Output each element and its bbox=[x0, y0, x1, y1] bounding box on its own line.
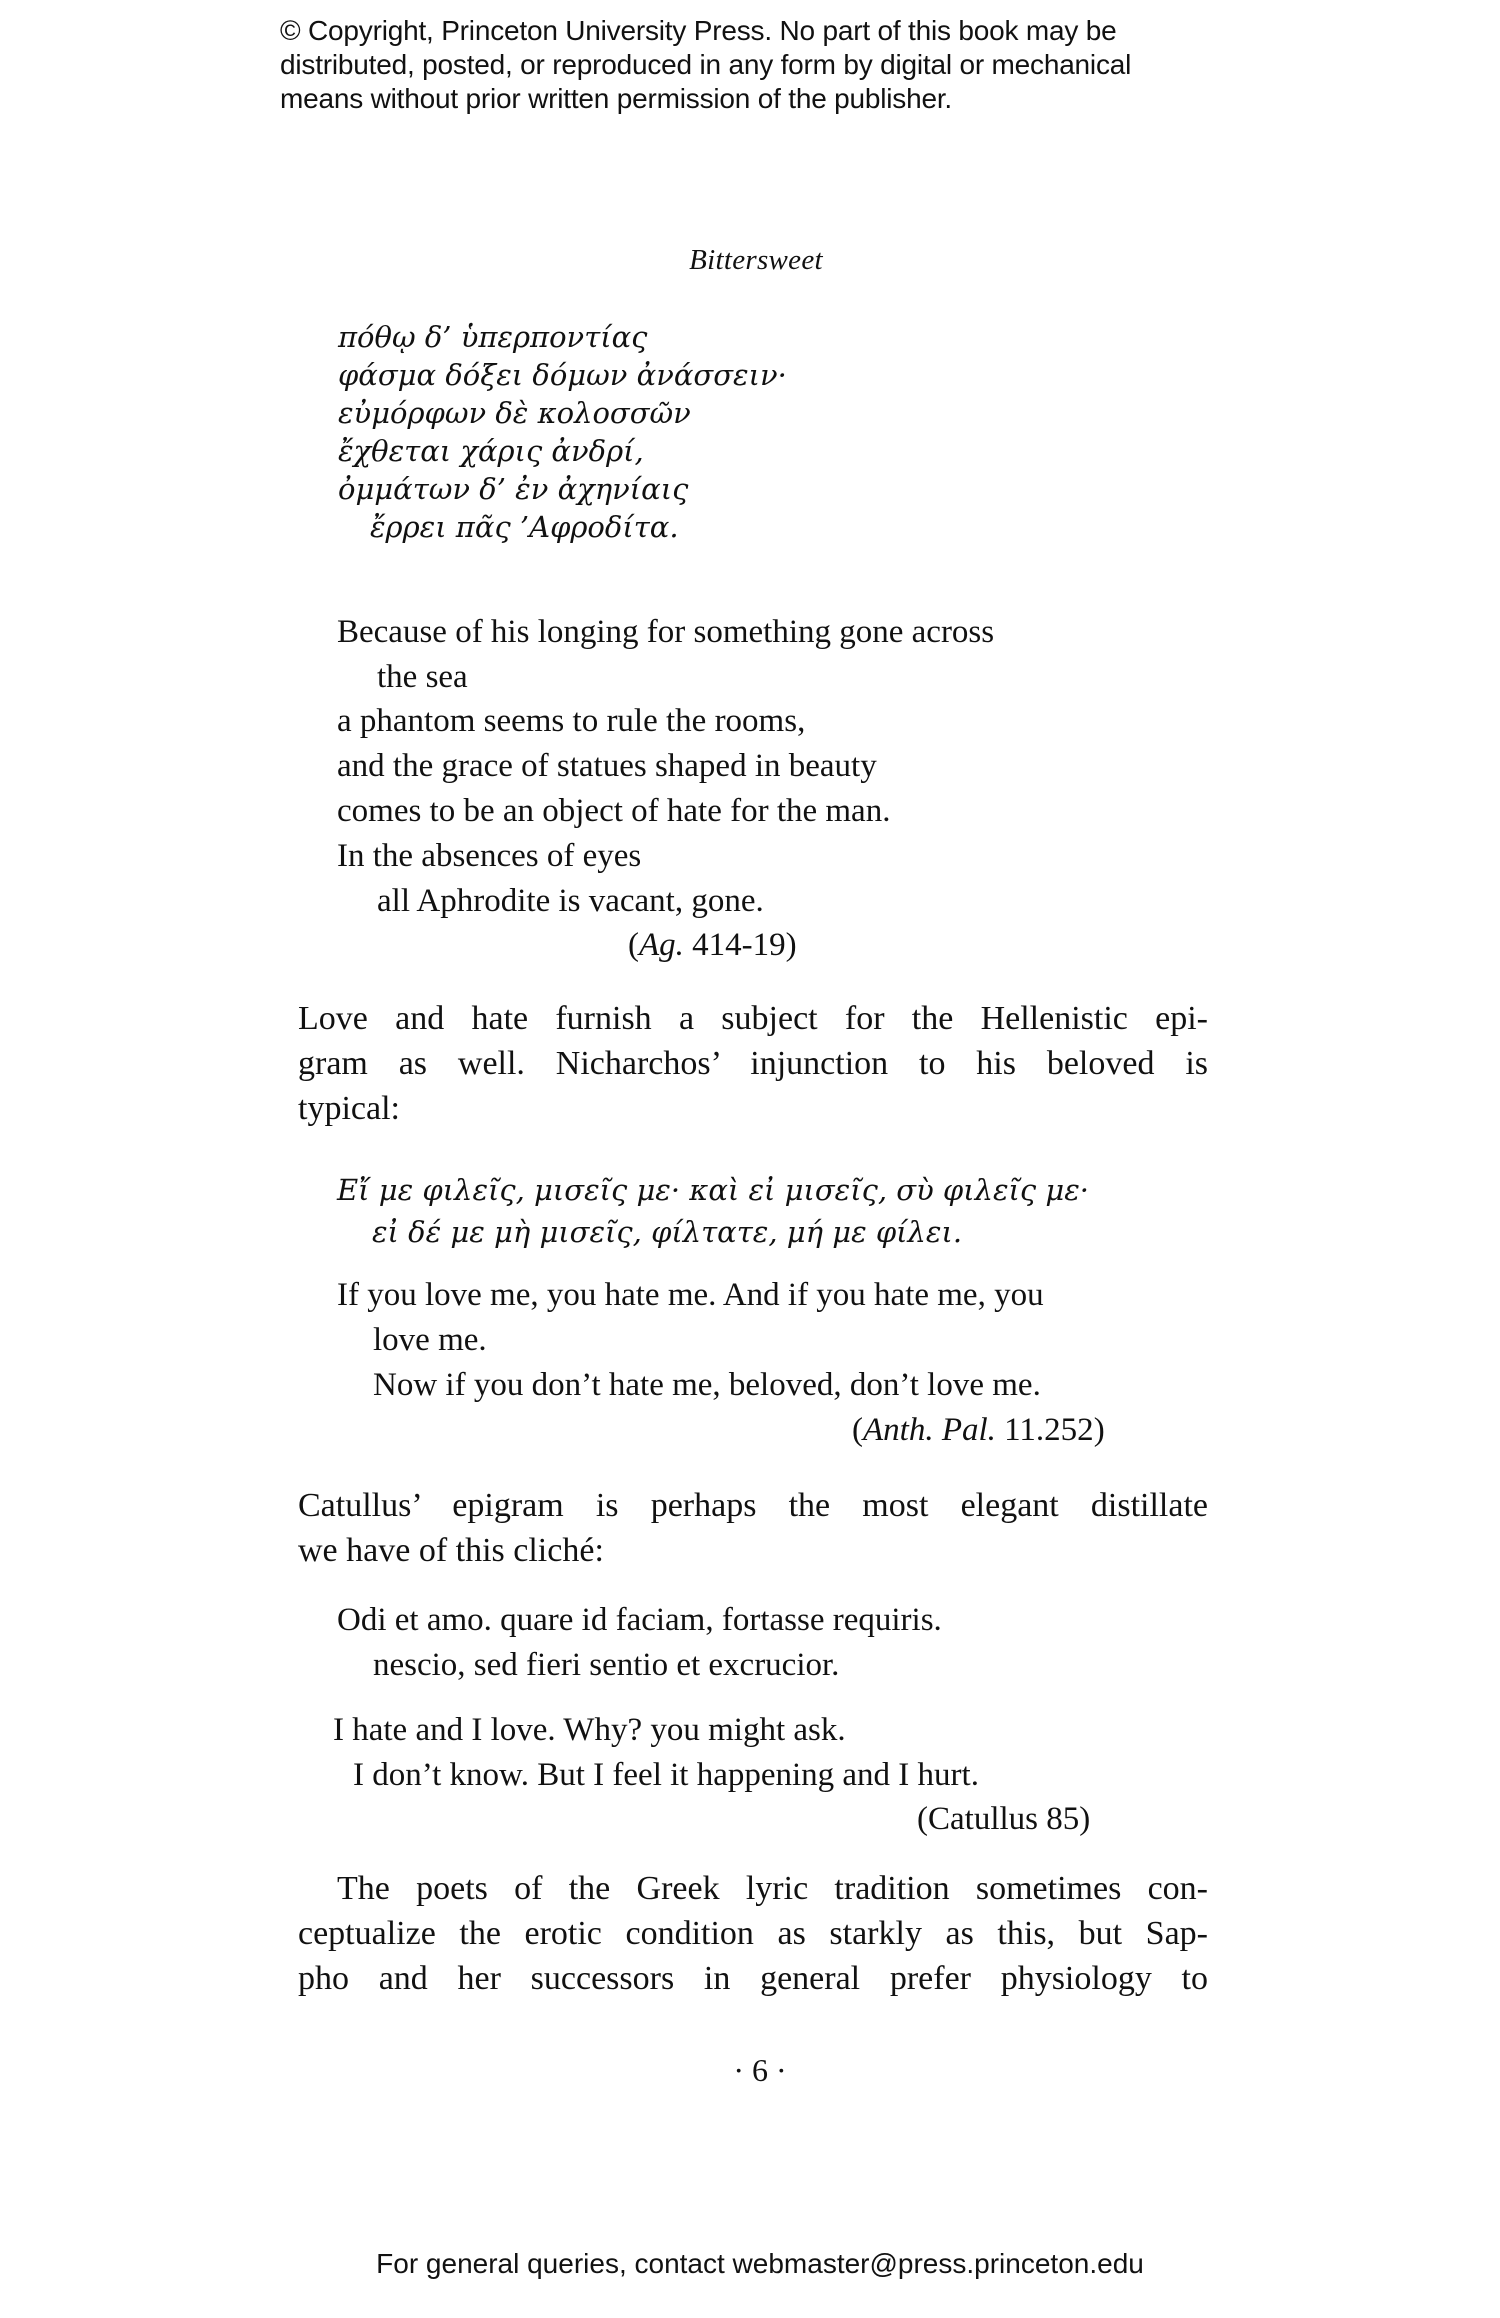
translation-line: In the absences of eyes bbox=[337, 838, 642, 874]
translation-line: all Aphrodite is vacant, gone. bbox=[377, 883, 764, 919]
paragraph-line: pho and her successors in general prefer physiology to bbox=[298, 1960, 1208, 1997]
greek-verse-line: ἔρρει πᾶς ’Αφροδίτα. bbox=[370, 510, 679, 544]
greek-verse-line: φάσμα δόξει δόμων ἀνάσσειν· bbox=[338, 358, 787, 392]
greek-verse-line: Εἴ με φιλεῖς, μισεῖς με· καὶ εἰ μισεῖς, σὺ φιλεῖς με· bbox=[337, 1173, 1089, 1207]
paragraph-line: we have of this cliché: bbox=[298, 1532, 604, 1569]
translation-line: love me. bbox=[373, 1322, 487, 1358]
translation-line: and the grace of statues shaped in beauty bbox=[337, 748, 877, 784]
paragraph-line: ceptualize the erotic condition as starkly as this, but Sap- bbox=[298, 1915, 1208, 1952]
greek-verse-line: εἰ δέ με μὴ μισεῖς, φίλτατε, μή με φίλει. bbox=[372, 1215, 963, 1249]
translation-line: Because of his longing for something gone across bbox=[337, 614, 995, 650]
translation-line: If you love me, you hate me. And if you hate me, you bbox=[337, 1277, 1044, 1313]
translation-line: comes to be an object of hate for the man. bbox=[337, 793, 891, 829]
page-number: · 6 · bbox=[733, 2052, 787, 2088]
greek-verse-line: εὐμόρφων δὲ κολοσσῶν bbox=[338, 396, 691, 430]
citation: (Ag. 414-19) bbox=[628, 927, 797, 963]
translation-line: the sea bbox=[377, 659, 468, 695]
citation: (Anth. Pal. 11.252) bbox=[852, 1412, 1105, 1448]
latin-verse-line: Odi et amo. quare id faciam, fortasse requiris. bbox=[337, 1602, 942, 1638]
translation-line: a phantom seems to rule the rooms, bbox=[337, 703, 806, 739]
paragraph-line: Love and hate furnish a subject for the Hellenistic epi- bbox=[298, 1000, 1208, 1037]
copyright-line: means without prior written permission of the publisher. bbox=[280, 83, 953, 114]
paragraph-line: The poets of the Greek lyric tradition sometimes con- bbox=[337, 1870, 1208, 1907]
greek-verse-line: πόθῳ δ’ ὑπερποντίας bbox=[338, 320, 648, 354]
paragraph-line: typical: bbox=[298, 1090, 400, 1127]
greek-verse-line: ὀμμάτων δ’ ἐν ἀχηνίαις bbox=[338, 472, 689, 506]
citation-ref: 414-19 bbox=[692, 927, 786, 963]
citation: (Catullus 85) bbox=[917, 1801, 1091, 1837]
translation-line: I hate and I love. Why? you might ask. bbox=[333, 1712, 846, 1748]
translation-line: I don’t know. But I feel it happening and I hurt. bbox=[353, 1757, 979, 1793]
citation-work: Anth. Pal. bbox=[863, 1412, 996, 1448]
copyright-line: distributed, posted, or reproduced in any form by digital or mechanical bbox=[280, 49, 1132, 80]
citation-work: Ag. bbox=[639, 927, 684, 963]
greek-verse-line: ἔχθεται χάρις ἀνδρί, bbox=[338, 434, 644, 468]
running-head: Bittersweet bbox=[689, 244, 823, 276]
citation-ref: 11.252 bbox=[1004, 1412, 1094, 1448]
translation-line: Now if you don’t hate me, beloved, don’t love me. bbox=[373, 1367, 1041, 1403]
footer-contact: For general queries, contact webmaster@press.princeton.edu bbox=[376, 2248, 1144, 2279]
paragraph-line: Catullus’ epigram is perhaps the most elegant distillate bbox=[298, 1487, 1208, 1524]
copyright-line: © Copyright, Princeton University Press. No part of this book may be bbox=[280, 15, 1117, 46]
latin-verse-line: nescio, sed fieri sentio et excrucior. bbox=[373, 1647, 840, 1683]
paragraph-line: gram as well. Nicharchos’ injunction to his beloved is bbox=[298, 1045, 1208, 1082]
